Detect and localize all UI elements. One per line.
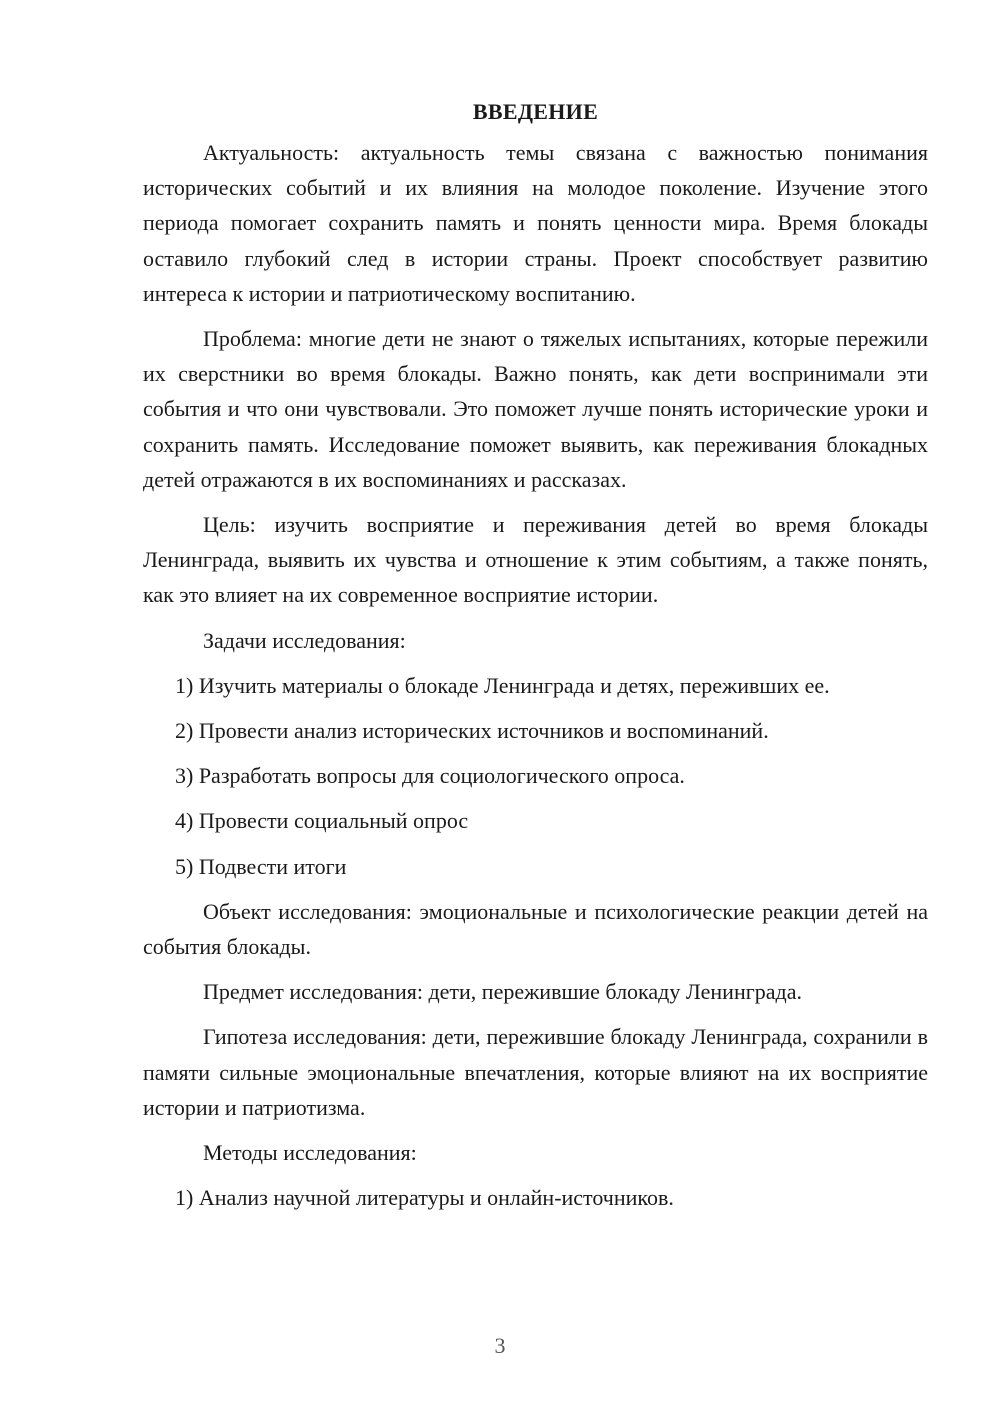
methods-heading: Методы исследования: bbox=[203, 1140, 417, 1166]
task-item: 5) Подвести итоги bbox=[175, 853, 347, 879]
goal-paragraph: Цель: изучить восприятие и переживания детей во время блокады Ленинграда, выявить их чувства и отношение к этим событиям, а также понять, как это влияет на их современное восприятие истории. bbox=[143, 512, 928, 608]
task-item: 3) Разработать вопросы для социологического опроса. bbox=[175, 763, 685, 789]
object-paragraph: Объект исследования: эмоциональные и психологические реакции детей на события блокады. bbox=[143, 898, 928, 960]
page-content bbox=[143, 94, 928, 1225]
problem-paragraph: Проблема: многие дети не знают о тяжелых испытаниях, которые пережили их сверстники во время блокады. Важно понять, как дети воспринимали эти события и что они чувствовали. Это поможет лучше понять исторические уроки и сохранить память. Исследование поможет выявить, как переживания блокадных детей отражаются в их воспоминаниях и рассказах. bbox=[143, 326, 928, 492]
relevance-paragraph: Актуальность: актуальность темы связана с важностью понимания исторических событий и их влияния на молодое поколение. Изучение этого периода помогает сохранить память и понять ценности мира. Время блокады оставило глубокий след в истории страны. Проект способствует развитию интереса к истории и патриотическому воспитанию. bbox=[143, 140, 928, 306]
task-item: 1) Изучить материалы о блокаде Ленинграда и детях, переживших ее. bbox=[175, 672, 830, 698]
tasks-heading: Задачи исследования: bbox=[203, 627, 406, 653]
page-number: 3 bbox=[494, 1333, 506, 1358]
method-item: 1) Анализ научной литературы и онлайн-источников. bbox=[175, 1185, 674, 1211]
task-item: 2) Провести анализ исторических источников и воспоминаний. bbox=[175, 718, 769, 744]
task-item: 4) Провести социальный опрос bbox=[175, 808, 469, 834]
hypothesis-paragraph: Гипотеза исследования: дети, пережившие блокаду Ленинграда, сохранили в памяти сильные эмоциональные впечатления, которые влияют на их восприятие истории и патриотизма. bbox=[143, 1024, 928, 1120]
section-title: ВВЕДЕНИЕ bbox=[472, 99, 599, 124]
subject-paragraph: Предмет исследования: дети, пережившие блокаду Ленинграда. bbox=[203, 979, 802, 1005]
